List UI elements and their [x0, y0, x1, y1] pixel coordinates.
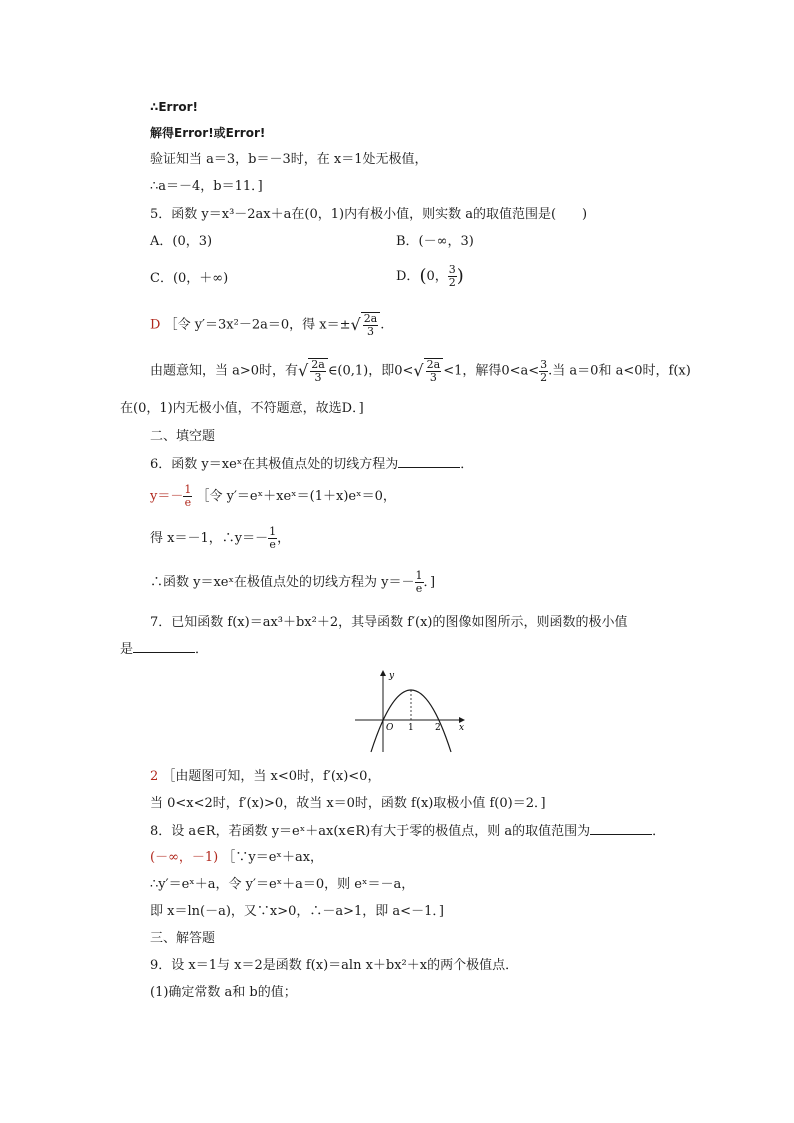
- x-axis-label: x: [459, 723, 465, 733]
- answer-5-text: ［令 y′＝3x²－2a＝0，得 x＝±: [164, 317, 351, 333]
- answer-6-line-3: ∴函数 y＝xeˣ在极值点处的切线方程为 y＝－ $\frac{1}{e}$ ．]: [150, 569, 436, 595]
- origin-label: O: [386, 723, 394, 733]
- answer-5-line-3: 在(0，1)内无极小值，不符题意，故选D．]: [120, 401, 364, 416]
- line-3: 验证知当 a＝3，b＝－3时，在 x＝1处无极值，: [150, 152, 428, 167]
- section-3-heading: 三、解答题: [150, 931, 216, 946]
- question-9: 9．设 x＝1与 x＝2是函数 f(x)＝aln x＋bx²＋x的两个极值点．: [150, 958, 519, 973]
- question-8: 8．设 a∈R，若函数 y＝eˣ＋ax(x∈R)有大于零的极值点，则 a的取值范围为 ．: [150, 824, 666, 839]
- option-d-fraction: $\frac{3}{2}$: [448, 263, 456, 289]
- option-b: B．(－∞，3): [396, 234, 474, 249]
- tick-label-2: 2: [435, 723, 441, 733]
- question-6: 6．函数 y＝xeˣ在其极值点处的切线方程为 ．: [150, 457, 474, 472]
- answer-6-label: y＝－ $\frac{1}{e}$: [150, 483, 192, 509]
- answer-5-label: D: [150, 317, 161, 333]
- option-d-label: D．: [396, 269, 420, 284]
- answer-7-line-2: 当 0<x<2时，f′(x)>0，故当 x＝0时，函数 f(x)取极小值 f(0)＝2．]: [150, 796, 546, 811]
- line-2: 解得Error!或Error!: [150, 126, 266, 140]
- answer-blank: [133, 640, 195, 653]
- answer-blank: [398, 455, 460, 468]
- question-9-part-1: (1)确定常数 a和 b的值；: [150, 985, 297, 1000]
- answer-6: y＝－ $\frac{1}{e}$ ［令 y′＝eˣ＋xeˣ＝(1＋x)eˣ＝0，: [150, 483, 396, 509]
- tick-label-1: 1: [408, 723, 414, 733]
- derivative-graph: [355, 668, 467, 754]
- answer-7: 2 ［由题图可知，当 x<0时，f′(x)<0，: [150, 769, 381, 784]
- answer-5: D ［令 y′＝3x²－2a＝0，得 x＝±√ $\frac{2a}{3}$ .: [150, 312, 385, 338]
- line-4: ∴a＝－4，b＝11．]: [150, 179, 263, 194]
- answer-8-line-2: ∴y′＝eˣ＋a，令 y′＝eˣ＋a＝0，则 eˣ＝－a，: [150, 877, 415, 892]
- answer-8-label: (－∞，－1): [150, 850, 219, 865]
- answer-5-line-2: 由题意知，当 a>0时，有√ $\frac{2a}{3}$ ∈(0,1)，即0<√ $\frac{2a}{3}$ <1，解得0<a< $\frac{3}{2}$ .当 a＝0和 a<0时，f(x): [150, 357, 691, 384]
- answer-8: (－∞，－1) ［∵y＝eˣ＋ax，: [150, 850, 324, 865]
- y-axis-label: y: [389, 671, 395, 681]
- option-a: A．(0，3): [150, 234, 213, 249]
- y-axis-arrow: [380, 670, 386, 676]
- answer-5-sqrt: $\frac{2a}{3}$: [361, 312, 381, 338]
- answer-8-line-3: 即 x＝ln(－a)，又∵x>0，∴－a>1，即 a<－1．]: [150, 904, 444, 919]
- option-c: C．(0，＋∞): [150, 271, 229, 286]
- option-d: D．(0， $\frac{3}{2}$ ): [396, 263, 464, 289]
- answer-7-label: 2: [150, 769, 159, 784]
- answer-6-line-2: 得 x＝－1，∴y＝－ $\frac{1}{e}$ ，: [150, 525, 291, 551]
- line-1: ∴Error!: [150, 100, 199, 114]
- question-5: 5．函数 y＝x³－2ax＋a在(0，1)内有极小值，则实数 a的取值范围是( ): [150, 207, 588, 222]
- section-2-heading: 二、填空题: [150, 429, 216, 444]
- question-7-line-2: 是 ．: [120, 642, 209, 657]
- answer-blank: [590, 822, 652, 835]
- question-7: 7．已知函数 f(x)＝ax³＋bx²＋2，其导函数 f′(x)的图像如图所示，则函数的极小值: [150, 615, 628, 630]
